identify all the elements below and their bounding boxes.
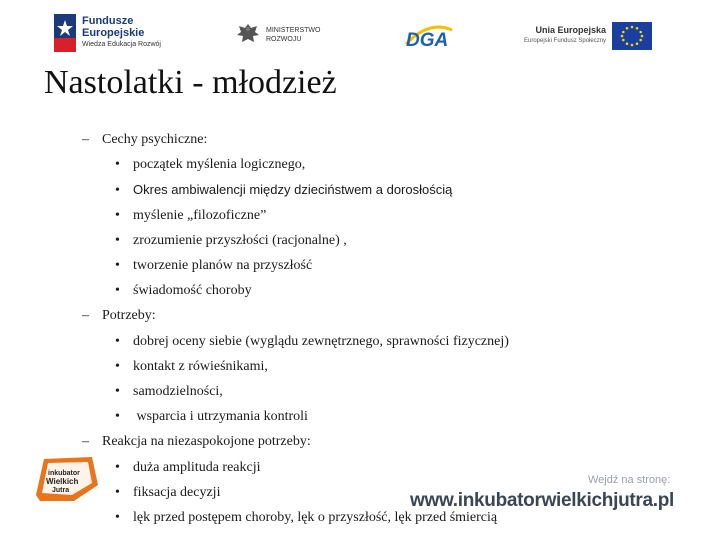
- mr-line2: ROZWOJU: [266, 36, 302, 43]
- svg-text:Wielkich: Wielkich: [46, 477, 79, 486]
- dash-marker: –: [82, 308, 89, 323]
- dash-marker: –: [82, 434, 89, 449]
- bullet-marker: •: [115, 485, 120, 500]
- fe-line1: Fundusze: [82, 15, 134, 27]
- list-item: • wsparcia i utrzymania kontroli: [115, 409, 308, 424]
- bullet-marker: •: [115, 183, 120, 198]
- fundusze-europejskie-logo: [54, 14, 161, 52]
- slide-title: Nastolatki - młodzież: [44, 64, 337, 101]
- bullet-marker: •: [115, 359, 120, 374]
- list-item: • lęk przed postępem choroby, lęk o przyszłość, lęk przed śmiercią: [115, 510, 498, 525]
- ue-line1: Unia Europejska: [535, 25, 607, 35]
- list-item: • tworzenie planów na przyszłość: [115, 258, 313, 273]
- list-item: • początek myślenia logicznego,: [115, 157, 306, 172]
- bullet-marker: •: [115, 409, 120, 424]
- bullet-marker: •: [115, 384, 120, 399]
- dash-marker: –: [82, 132, 89, 147]
- list-item: • samodzielności,: [115, 384, 223, 399]
- list-item: • Okres ambiwalencji między dzieciństwem a dorosłością: [115, 182, 453, 198]
- bullet-marker: •: [115, 334, 120, 349]
- section-heading: – Potrzeby:: [82, 308, 156, 323]
- bullet-marker: •: [115, 510, 120, 525]
- ue-line2: Europejski Fundusz Społeczny: [524, 38, 607, 44]
- section-heading: – Reakcja na niezaspokojone potrzeby:: [82, 434, 311, 449]
- section-heading: – Cechy psychiczne:: [82, 132, 208, 147]
- header-logos: [0, 0, 720, 62]
- ministerstwo-rozwoju-logo: [236, 22, 320, 48]
- fe-line3: Wiedza Edukacja Rozwój: [82, 41, 161, 48]
- eagle-emblem-icon: [236, 22, 260, 48]
- website-hint: Wejdź na stronę:: [588, 474, 671, 486]
- mr-line1: MINISTERSTWO: [266, 27, 321, 34]
- list-item: • kontakt z rówieśnikami,: [115, 359, 268, 374]
- website-link[interactable]: www.inkubatorwielkichjutra.pl: [410, 490, 675, 511]
- bullet-marker: •: [115, 157, 120, 172]
- bullet-marker: •: [115, 258, 120, 273]
- dga-logo: [402, 22, 456, 50]
- dga-label: DGA: [406, 30, 449, 50]
- list-item: • zrozumienie przyszłości (racjonalne) ,: [115, 233, 347, 248]
- eu-flag-icon: [612, 22, 652, 50]
- bullet-marker: •: [115, 208, 120, 223]
- svg-text:inkubator: inkubator: [48, 470, 80, 477]
- bullet-marker: •: [115, 460, 120, 475]
- list-item: • dobrej oceny siebie (wyglądu zewnętrznego, sprawności fizycznej): [115, 334, 509, 349]
- bullet-marker: •: [115, 283, 120, 298]
- list-item: • świadomość choroby: [115, 283, 252, 298]
- fe-line2: Europejskie: [82, 27, 145, 39]
- bullet-marker: •: [115, 233, 120, 248]
- list-item: • fiksacja decyzji: [115, 485, 221, 500]
- unia-europejska-logo: [524, 22, 652, 50]
- inkubator-logo: [34, 455, 100, 503]
- fe-star-icon: [54, 14, 76, 52]
- svg-text:Jutra: Jutra: [52, 487, 70, 494]
- list-item: • myślenie „filozoficzne”: [115, 208, 267, 223]
- list-item: • duża amplituda reakcji: [115, 460, 261, 475]
